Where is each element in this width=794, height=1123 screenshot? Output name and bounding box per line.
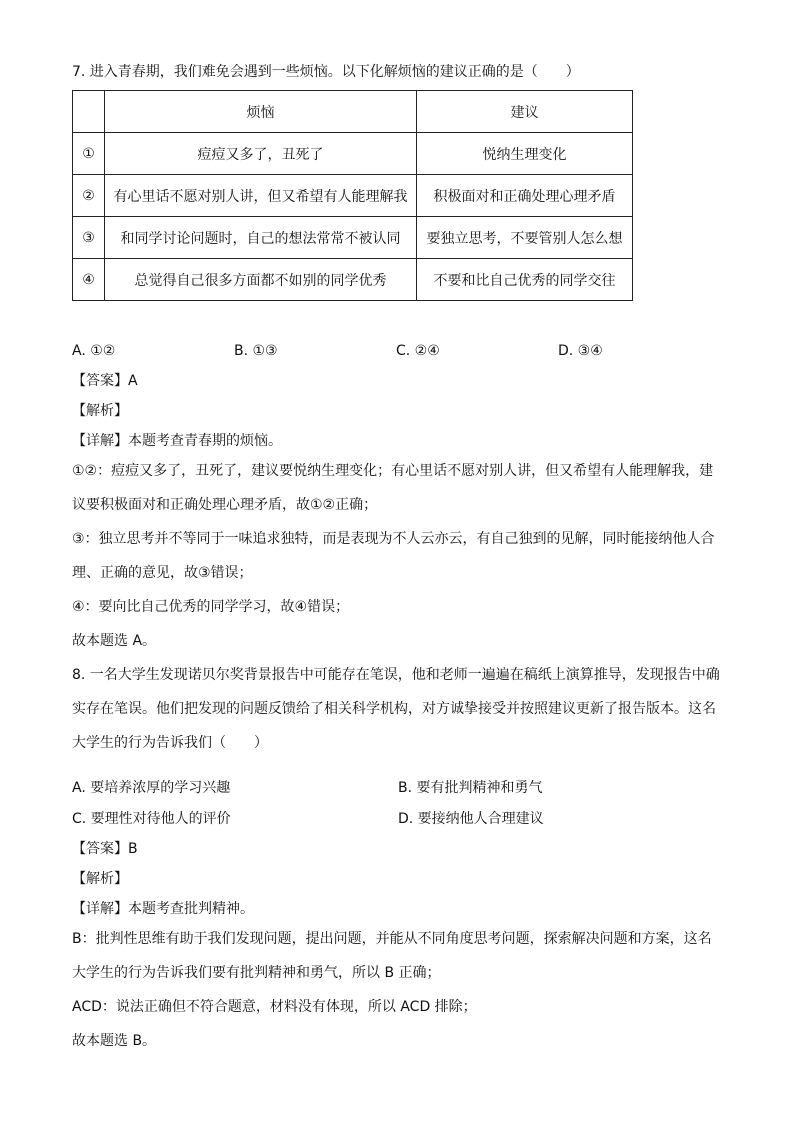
table-row [73, 133, 633, 175]
row-trouble: 和同学讨论问题时，自己的想法常常不被认同 [105, 217, 417, 259]
q8-option-b: B. 要有批判精神和勇气 [398, 780, 543, 796]
q7-option-d: D. ③④ [558, 343, 603, 359]
q7-table [72, 90, 633, 301]
q7-header-advice: 建议 [417, 91, 633, 133]
q8-explain-1a: B：批判性思维有助于我们发现问题，提出问题，并能从不同角度思考问题，探索解决问题和方案，这名 [72, 931, 712, 947]
q7-option-c: C. ②④ [396, 343, 440, 359]
q8-option-d: D. 要接纳他人合理建议 [398, 811, 544, 827]
q7-header-trouble: 烦恼 [105, 91, 417, 133]
q7-analysis-label: 【解析】 [72, 403, 128, 419]
q8-stem-b: 实存在笔误。他们把发现的问题反馈给了相关科学机构，对方诚挚接受并按照建议更新了报告版本。这名 [72, 701, 716, 717]
q7-detail: 【详解】本题考查青春期的烦恼。 [72, 433, 282, 449]
row-num: ② [73, 175, 105, 217]
q7-options [72, 341, 732, 361]
q7-option-a: A. ①② [72, 343, 116, 359]
q7-explain-2b: 理、正确的意见，故③错误； [72, 565, 253, 581]
table-row [73, 259, 633, 301]
table-row [73, 175, 633, 217]
row-num: ① [73, 133, 105, 175]
q8-option-a: A. 要培养浓厚的学习兴趣 [72, 780, 231, 796]
q8-option-c: C. 要理性对待他人的评价 [72, 811, 231, 827]
q8-detail: 【详解】本题考查批判精神。 [72, 901, 254, 917]
row-trouble: 总觉得自己很多方面都不如别的同学优秀 [105, 259, 417, 301]
q7-answer: 【答案】A [72, 373, 138, 389]
q7-explain-2a: ③：独立思考并不等同于一味追求独特，而是表现为不人云亦云，有自己独到的见解，同时能接纳他人合 [72, 531, 715, 547]
q7-table-header [73, 91, 633, 133]
document-page [72, 62, 732, 1065]
q8-conclusion: 故本题选 B。 [72, 1033, 157, 1049]
row-advice: 悦纳生理变化 [417, 133, 633, 175]
q7-stem: 7. 进入青春期，我们难免会遇到一些烦恼。以下化解烦恼的建议正确的是（ ） [72, 64, 580, 80]
q7-explain-1b: 议要积极面对和正确处理心理矛盾，故①②正确； [72, 497, 378, 513]
q8-stem-c: 大学生的行为告诉我们（ ） [72, 735, 268, 751]
q8-analysis-label: 【解析】 [72, 871, 128, 887]
q8-stem-a: 8. 一名大学生发现诺贝尔奖背景报告中可能存在笔误，他和老师一遍遍在稿纸上演算推导，发现报告中确 [72, 667, 720, 683]
row-advice: 要独立思考，不要管别人怎么想 [417, 217, 633, 259]
q7-conclusion: 故本题选 A。 [72, 633, 157, 649]
row-num: ④ [73, 259, 105, 301]
row-trouble: 痘痘又多了，丑死了 [105, 133, 417, 175]
q8-explain-1b: 大学生的行为告诉我们要有批判精神和勇气，所以 B 正确； [72, 965, 441, 981]
q8-answer: 【答案】B [72, 841, 138, 857]
q7-explain-3: ④：要向比自己优秀的同学学习，故④错误； [72, 599, 350, 615]
row-advice: 积极面对和正确处理心理矛盾 [417, 175, 633, 217]
q7-explain-1a: ①②：痘痘又多了，丑死了，建议要悦纳生理变化；有心里话不愿对别人讲，但又希望有人能理解我，建 [72, 463, 714, 479]
table-row [73, 217, 633, 259]
row-trouble: 有心里话不愿对别人讲，但又希望有人能理解我 [105, 175, 417, 217]
q8-options [72, 767, 732, 829]
q7-option-b: B. ①③ [234, 343, 278, 359]
q8-explain-2: ACD：说法正确但不符合题意，材料没有体现，所以 ACD 排除； [72, 999, 477, 1015]
q7-header-num [73, 91, 105, 133]
row-advice: 不要和比自己优秀的同学交往 [417, 259, 633, 301]
row-num: ③ [73, 217, 105, 259]
